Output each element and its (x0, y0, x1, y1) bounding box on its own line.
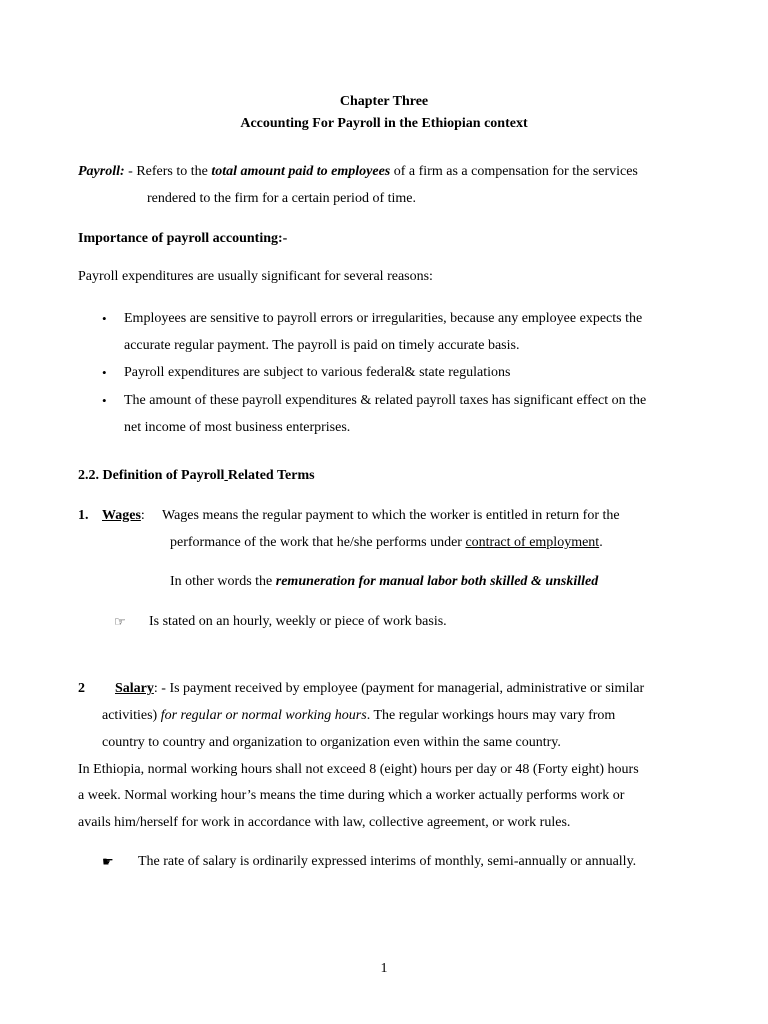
bullet-2-line1: Payroll expenditures are subject to various federal& state regulations (124, 365, 511, 380)
importance-intro: Payroll expenditures are usually significant for several reasons: (78, 269, 433, 284)
definitions-heading-pre: 2.2. Definition of Payroll (78, 468, 225, 483)
salary-line2 (102, 707, 615, 725)
pointing-hand-icon-2: ☛ (102, 854, 114, 869)
salary-line6: avails him/herself for work in accordance with law, collective agreement, or work rules. (78, 815, 571, 830)
payroll-emphasis: total amount paid to employees (211, 164, 391, 179)
wages-line3-pre: In other words the (170, 574, 276, 589)
salary-note: The rate of salary is ordinarily expressed interims of monthly, semi-annually or annually. (138, 854, 637, 869)
wages-line1-rest: Wages means the regular payment to which the worker is entitled in return for the (162, 508, 620, 523)
salary-line4: In Ethiopia, normal working hours shall not exceed 8 (eight) hours per day or 48 (Forty eight) hours (78, 762, 639, 777)
payroll-rest: of a firm as a compensation for the services (390, 164, 638, 179)
salary-number: 2 (78, 681, 85, 696)
salary-line1-rest: : - Is payment received by employee (payment for managerial, administrative or similar (153, 681, 645, 696)
chapter-label: Chapter Three (339, 94, 429, 109)
salary-emphasis: for regular or normal working hours (160, 708, 367, 723)
wages-term: Wages (102, 508, 141, 523)
importance-heading: Importance of payroll accounting:- (78, 231, 288, 246)
salary-line2-pre: activities) (102, 708, 161, 723)
bullet-dot-1: • (102, 311, 107, 326)
bullet-1-line1: Employees are sensitive to payroll errors or irregularities, because any employee expects the (124, 311, 643, 326)
salary-line1 (115, 680, 644, 698)
contract-of-employment: contract of employment (465, 535, 600, 550)
wages-line1 (102, 507, 145, 525)
bullet-1-line2: accurate regular payment. The payroll is paid on timely accurate basis. (124, 338, 520, 353)
salary-line2-post: . The regular workings hours may vary from (366, 708, 616, 723)
salary-term: Salary (115, 681, 154, 696)
salary-line3: country to country and organization to organization even within the same country. (102, 735, 561, 750)
salary-line5: a week. Normal working hour’s means the time during which a worker actually performs work or (78, 788, 625, 803)
definitions-heading-post: Related Terms (227, 468, 315, 483)
bullet-dot-3: • (102, 393, 107, 408)
wages-colon: : (140, 508, 145, 523)
payroll-definition-line2: rendered to the firm for a certain period of time. (147, 191, 416, 206)
payroll-dash: - Refers to the (124, 164, 212, 179)
wages-note: Is stated on an hourly, weekly or piece of work basis. (149, 614, 447, 629)
wages-line2-end: . (599, 535, 603, 550)
pointing-hand-icon: ☞ (114, 614, 126, 629)
wages-line2-pre: performance of the work that he/she performs under (170, 535, 466, 550)
payroll-definition-line1 (78, 163, 638, 181)
chapter-title: Accounting For Payroll in the Ethiopian context (240, 116, 528, 131)
wages-line2 (170, 534, 603, 552)
wages-emphasis: remuneration for manual labor both skilled & unskilled (275, 574, 599, 589)
wages-number: 1. (78, 508, 89, 523)
wages-line3 (170, 573, 598, 591)
bullet-3-line2: net income of most business enterprises. (124, 420, 351, 435)
definitions-heading (78, 467, 315, 485)
payroll-term: Payroll: (78, 164, 125, 179)
page-number: 1 (380, 961, 388, 976)
bullet-3-line1: The amount of these payroll expenditures & related payroll taxes has significant effect on the (124, 393, 647, 408)
bullet-dot-2: • (102, 365, 107, 380)
